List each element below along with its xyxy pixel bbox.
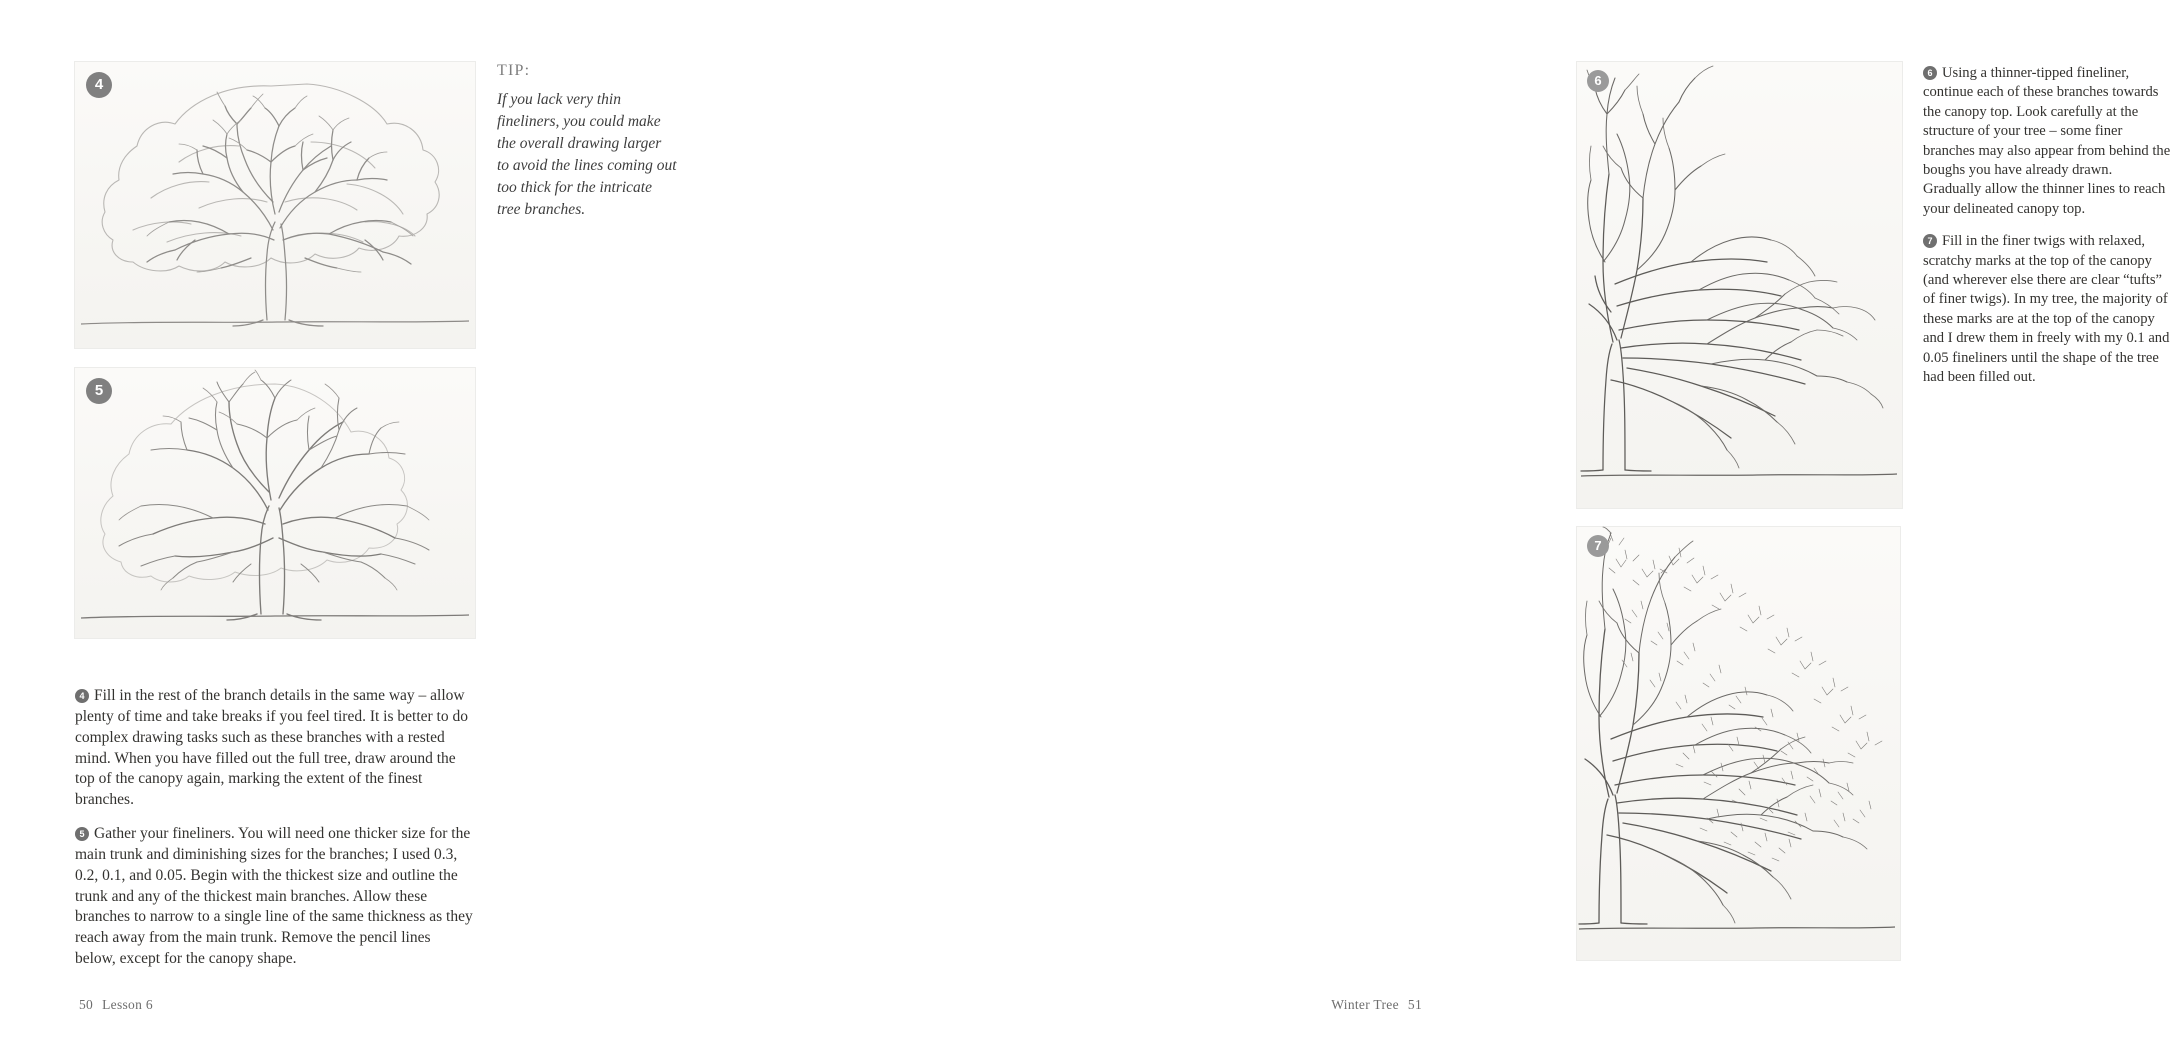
- tree-drawing-step-5: [75, 368, 475, 638]
- page-left: [0, 0, 750, 1047]
- folio-number-right: 51: [1407, 997, 1422, 1012]
- paragraph-step-7: [1923, 232, 2173, 387]
- paragraph-step-4-text: Fill in the rest of the branch details in the same way – allow plenty of time and take breaks if you feel tired. It is better to do complex drawing tasks such as these branches with a rested mind. When you have filled out the full tree, draw around the top of the canopy again, marking the extent of the finest branches.: [75, 687, 468, 809]
- tip-heading: TIP:: [497, 62, 531, 79]
- illustration-panel-step-6: [1577, 62, 1902, 508]
- tip-body: If you lack very thin fineliners, you could make the overall drawing larger to avoid the lines coming out too thick for the intricate tree branches.: [497, 91, 677, 218]
- inline-step-badge-5: 5: [75, 827, 89, 841]
- paragraph-step-4: [75, 686, 475, 811]
- illustration-panel-step-5: [75, 368, 475, 638]
- step-badge-4: 4: [86, 72, 112, 98]
- footer-right: [1331, 997, 1422, 1013]
- tree-drawing-step-6: [1577, 62, 1902, 508]
- tree-drawing-step-4: [75, 62, 475, 348]
- paragraph-step-6: [1923, 64, 2173, 219]
- step-badge-7: 7: [1587, 535, 1609, 557]
- step-badge-5: 5: [86, 378, 112, 404]
- tree-drawing-step-7: [1577, 527, 1900, 960]
- right-column-body-text: [1923, 64, 2173, 401]
- paragraph-step-5-text: Gather your fineliners. You will need one thicker size for the main trunk and diminishing sizes for the branches; I used 0.3, 0.2, 0.1, and 0.05. Begin with the thickest size and outline the trunk and any of the thickest main branches. Allow these branches to narrow to a single line of the same thickness as they reach away from the main trunk. Remove the pencil lines below, except for the canopy shape.: [75, 825, 473, 968]
- illustration-panel-step-4: [75, 62, 475, 348]
- inline-step-badge-4: 4: [75, 689, 89, 703]
- step-badge-6: 6: [1587, 70, 1609, 92]
- tip-block: [497, 62, 677, 221]
- folio-number-left: 50: [79, 997, 94, 1012]
- illustration-panel-step-7: [1577, 527, 1900, 960]
- page-right: [750, 0, 2171, 1047]
- paragraph-step-5: [75, 824, 475, 970]
- footer-left: [79, 997, 153, 1013]
- running-head-left: Lesson 6: [102, 997, 153, 1012]
- running-head-right: Winter Tree: [1331, 997, 1399, 1012]
- paragraph-step-7-text: Fill in the finer twigs with relaxed, scratchy marks at the top of the canopy (and wherever else there are clear “tufts” of finer twigs). In my tree, the majority of these marks are at the top of the canopy and I drew them in freely with my 0.1 and 0.05 fineliners until the shape of the tree had been filled out.: [1923, 233, 2170, 386]
- inline-step-badge-6: 6: [1923, 66, 1937, 80]
- left-column-body-text: [75, 686, 475, 983]
- paragraph-step-6-text: Using a thinner-tipped fineliner, continue each of these branches towards the canopy top. Look carefully at the structure of your tree – some finer branches may also appear from behind the boughs you have already drawn. Gradually allow the thinner lines to reach your delineated canopy top.: [1923, 65, 2171, 217]
- inline-step-badge-7: 7: [1923, 234, 1937, 248]
